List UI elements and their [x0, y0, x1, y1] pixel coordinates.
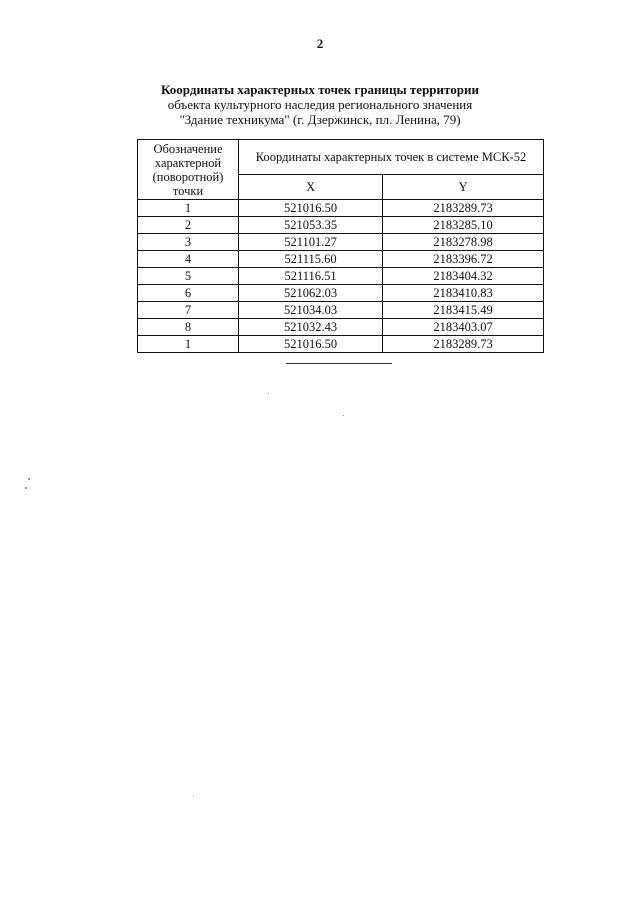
heading-subtitle: объекта культурного наследия регионального значения [167, 97, 473, 112]
cell-x: 521053.35 [239, 217, 383, 234]
cell-x: 521115.60 [239, 251, 383, 268]
cell-point: 8 [138, 319, 239, 336]
cell-y: 2183289.73 [383, 200, 544, 217]
table-row [138, 217, 544, 234]
cell-point: 7 [138, 302, 239, 319]
scan-speck [25, 487, 27, 489]
cell-y: 2183278.98 [383, 234, 544, 251]
table-row [138, 285, 544, 302]
cell-point: 1 [138, 200, 239, 217]
header-y: Y [383, 175, 544, 200]
cell-y: 2183396.72 [383, 251, 544, 268]
cell-x: 521062.03 [239, 285, 383, 302]
table-row [138, 200, 544, 217]
cell-x: 521032.43 [239, 319, 383, 336]
cell-point: 6 [138, 285, 239, 302]
page-number: 2 [316, 36, 324, 51]
closing-rule [286, 363, 392, 364]
cell-x: 521116.51 [239, 268, 383, 285]
cell-point: 1 [138, 336, 239, 353]
table-row [138, 302, 544, 319]
cell-y: 2183415.49 [383, 302, 544, 319]
table-row [138, 268, 544, 285]
cell-point: 3 [138, 234, 239, 251]
heading-object-name: "Здание техникума" (г. Дзержинск, пл. Ленина, 79) [179, 112, 461, 127]
scan-speck [268, 393, 269, 394]
document-heading [120, 82, 520, 127]
scan-speck [343, 415, 344, 416]
table-row [138, 251, 544, 268]
cell-y: 2183404.32 [383, 268, 544, 285]
cell-x: 521101.27 [239, 234, 383, 251]
cell-y: 2183289.73 [383, 336, 544, 353]
table-row [138, 234, 544, 251]
header-x: X [239, 175, 383, 200]
cell-y: 2183410.83 [383, 285, 544, 302]
cell-point: 4 [138, 251, 239, 268]
table-row [138, 319, 544, 336]
cell-y: 2183403.07 [383, 319, 544, 336]
cell-point: 2 [138, 217, 239, 234]
cell-x: 521016.50 [239, 200, 383, 217]
header-point-designation: Обозначение характерной (поворотной) точки [138, 140, 239, 200]
table-row [138, 336, 544, 353]
cell-y: 2183285.10 [383, 217, 544, 234]
scan-speck [28, 478, 30, 480]
cell-x: 521016.50 [239, 336, 383, 353]
cell-point: 5 [138, 268, 239, 285]
coordinates-table [137, 139, 544, 353]
table-header-row [138, 140, 544, 175]
scan-speck [193, 796, 194, 797]
cell-x: 521034.03 [239, 302, 383, 319]
header-coordinate-system: Координаты характерных точек в системе МСК-52 [239, 140, 544, 175]
heading-title: Координаты характерных точек границы территории [161, 82, 479, 97]
